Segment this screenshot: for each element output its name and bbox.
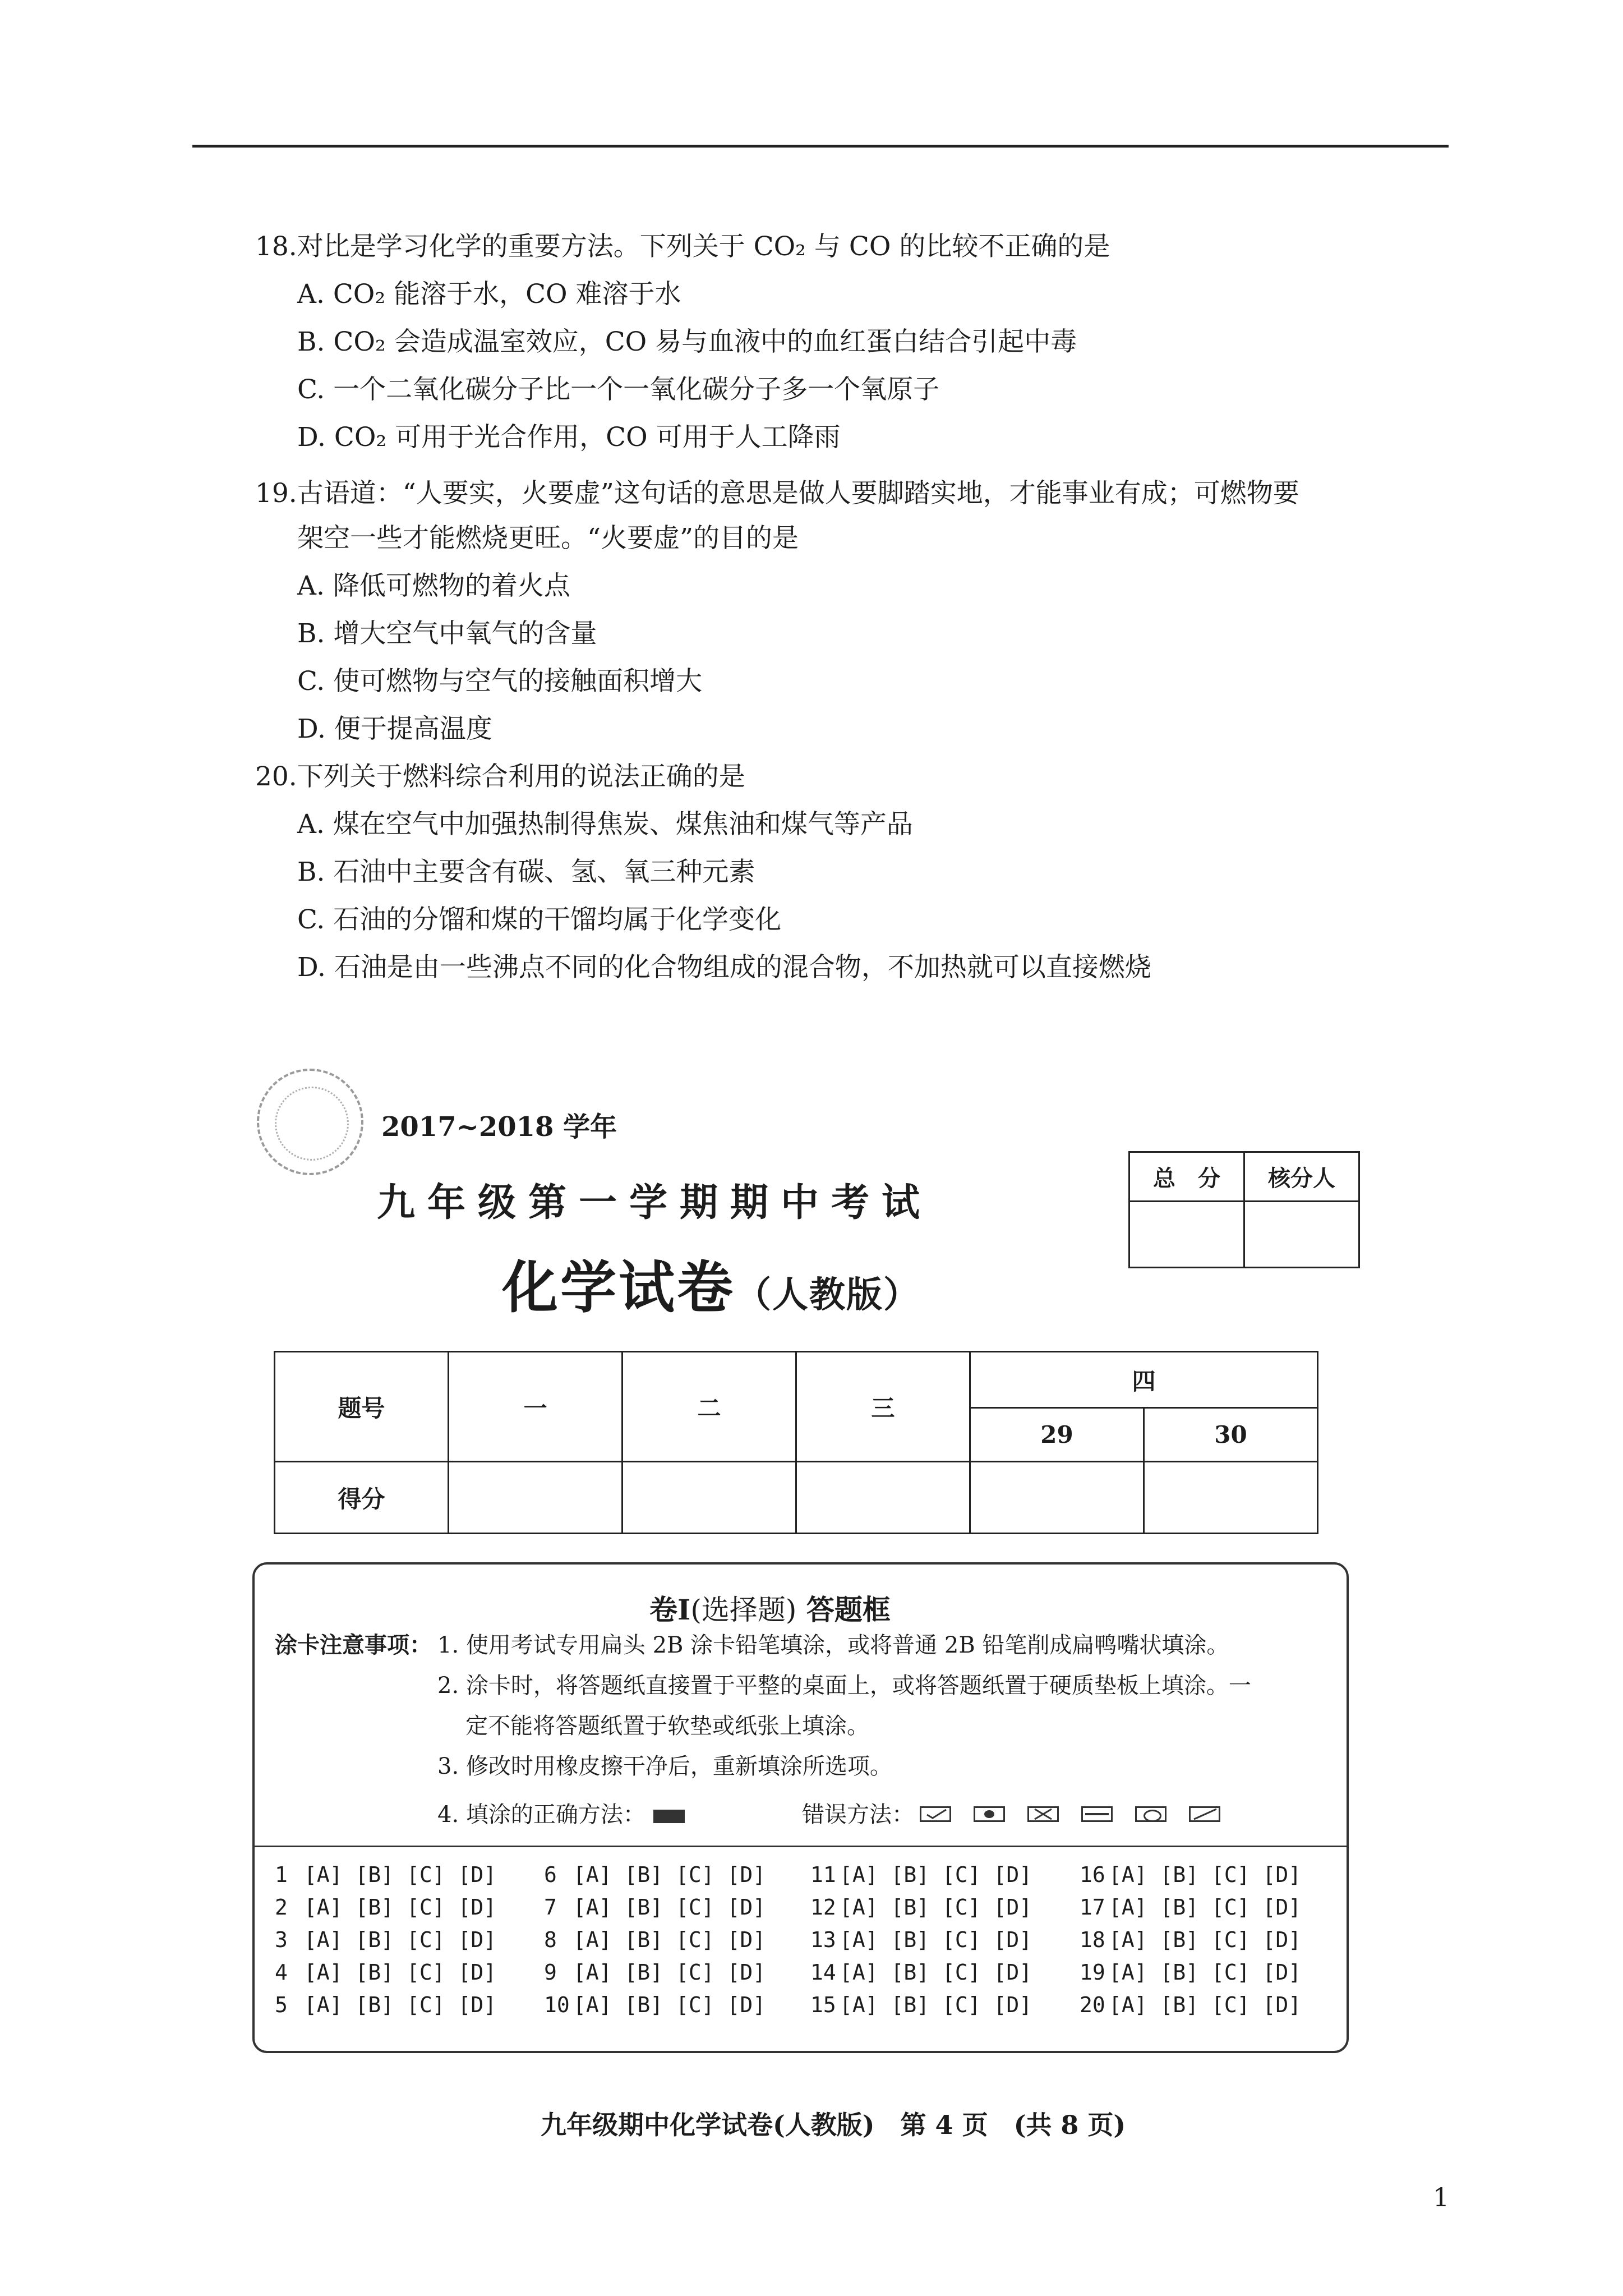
answer-number: 1 xyxy=(275,1862,288,1887)
answer-row xyxy=(1080,1960,1301,1985)
answer-row xyxy=(275,1960,496,1985)
total-score-header: 总 分 xyxy=(1129,1152,1244,1202)
checker-header: 核分人 xyxy=(1244,1152,1359,1202)
correct-method-label: 4. 填涂的正确方法： xyxy=(437,1802,645,1828)
question-20-option-a: A. 煤在空气中加强热制得焦炭、煤焦油和煤气等产品 xyxy=(297,809,913,840)
school-seal xyxy=(257,1069,363,1175)
answer-box-title-tail: 答题框 xyxy=(806,1593,891,1626)
answer-number: 4 xyxy=(275,1960,288,1985)
answer-choices[interactable]: [A] [B] [C] [D] xyxy=(304,1960,497,1985)
subject-name: 化学试卷 xyxy=(502,1254,735,1320)
answer-row xyxy=(275,1895,496,1920)
answer-number: 7 xyxy=(544,1895,557,1920)
question-20-option-b: B. 石油中主要含有碳、氢、氧三种元素 xyxy=(297,857,755,887)
answer-choices[interactable]: [A] [B] [C] [D] xyxy=(840,1895,1032,1920)
question-19-option-b: B. 增大空气中氧气的含量 xyxy=(297,618,597,649)
answer-number: 10 xyxy=(544,1993,570,2017)
page-number: 1 xyxy=(1433,2182,1450,2212)
answer-row xyxy=(544,1960,766,1985)
answer-row xyxy=(544,1927,766,1952)
section-2-header: 二 xyxy=(623,1352,796,1462)
answer-number: 11 xyxy=(810,1862,836,1887)
answer-number: 14 xyxy=(810,1960,836,1985)
total-score-cell[interactable] xyxy=(1129,1202,1244,1268)
answer-number: 13 xyxy=(810,1927,836,1952)
answer-row xyxy=(810,1895,1032,1920)
answer-number: 16 xyxy=(1080,1862,1105,1887)
answer-number: 6 xyxy=(544,1862,557,1887)
top-rule xyxy=(192,145,1449,148)
answer-row xyxy=(810,1862,1032,1887)
answer-number: 2 xyxy=(275,1895,288,1920)
answer-choices[interactable]: [A] [B] [C] [D] xyxy=(573,1960,766,1985)
wrong-method-label: 错误方法： xyxy=(802,1802,914,1828)
question-20-stem: 20.下列关于燃料综合利用的说法正确的是 xyxy=(255,761,745,792)
answer-choices[interactable]: [A] [B] [C] [D] xyxy=(304,1895,497,1920)
question-19-stem-line-2: 架空一些才能燃烧更旺。“火要虚”的目的是 xyxy=(297,523,799,554)
section-3-score[interactable] xyxy=(796,1462,970,1534)
correct-fill-mark-icon xyxy=(653,1810,685,1823)
question-19-option-c: C. 使可燃物与空气的接触面积增大 xyxy=(297,666,703,697)
answer-choices[interactable]: [A] [B] [C] [D] xyxy=(573,1895,766,1920)
answer-row xyxy=(810,1993,1032,2017)
page-footer: 九年级期中化学试卷(人教版) 第 4 页 (共 8 页) xyxy=(541,2110,1126,2140)
answer-number: 19 xyxy=(1080,1960,1105,1985)
answer-row xyxy=(810,1927,1032,1952)
answer-box-title-main: 卷Ⅰ xyxy=(649,1593,691,1626)
wrong-slash-mark-icon xyxy=(1189,1806,1220,1822)
section-4-header: 四 xyxy=(970,1352,1318,1408)
question-19-option-d: D. 便于提高温度 xyxy=(297,714,492,744)
answer-number: 17 xyxy=(1080,1895,1105,1920)
answer-row xyxy=(810,1960,1032,1985)
answer-box-divider xyxy=(253,1846,1348,1847)
question-number-label: 题号 xyxy=(275,1352,449,1462)
note-2: 2. 涂卡时，将答题纸直接置于平整的桌面上，或将答题纸置于硬质垫板上填涂。一 xyxy=(437,1673,1251,1699)
subject-edition: （人教版） xyxy=(735,1274,920,1316)
note-2-continued: 定不能将答题纸置于软垫或纸张上填涂。 xyxy=(465,1713,869,1739)
wrong-check-mark-icon xyxy=(920,1806,951,1822)
answer-number: 18 xyxy=(1080,1927,1105,1952)
answer-number: 5 xyxy=(275,1993,288,2017)
question-19-stem-line-1: 19.古语道：“人要实，火要虚”这句话的意思是做人要脚踏实地，才能事业有成；可燃物要 xyxy=(255,478,1299,509)
answer-number: 12 xyxy=(810,1895,836,1920)
wrong-cross-mark-icon xyxy=(1027,1806,1059,1822)
question-29-score[interactable] xyxy=(970,1462,1144,1534)
wrong-line-mark-icon xyxy=(1081,1806,1113,1822)
answer-box-title-paren: (选择题) xyxy=(690,1594,797,1626)
answer-choices[interactable]: [A] [B] [C] [D] xyxy=(840,1927,1032,1952)
answer-choices[interactable]: [A] [B] [C] [D] xyxy=(1109,1927,1302,1952)
answer-row xyxy=(1080,1993,1301,2017)
section-1-score[interactable] xyxy=(449,1462,623,1534)
answer-row xyxy=(275,1927,496,1952)
answer-row xyxy=(275,1862,496,1887)
answer-number: 20 xyxy=(1080,1993,1105,2017)
score-label: 得分 xyxy=(275,1462,449,1534)
section-3-header: 三 xyxy=(796,1352,970,1462)
answer-row xyxy=(1080,1862,1301,1887)
answer-choices[interactable]: [A] [B] [C] [D] xyxy=(840,1993,1032,2017)
question-20-option-d: D. 石油是由一些沸点不同的化合物组成的混合物，不加热就可以直接燃烧 xyxy=(297,952,1151,983)
answer-choices[interactable]: [A] [B] [C] [D] xyxy=(1109,1993,1302,2017)
answer-number: 3 xyxy=(275,1927,288,1952)
answer-choices[interactable]: [A] [B] [C] [D] xyxy=(840,1960,1032,1985)
answer-choices[interactable]: [A] [B] [C] [D] xyxy=(304,1993,497,2017)
wrong-dot-mark-icon xyxy=(974,1806,1005,1822)
question-18-option-b: B. CO₂ 会造成温室效应，CO 易与血液中的血红蛋白结合引起中毒 xyxy=(297,326,1077,357)
answer-choices[interactable]: [A] [B] [C] [D] xyxy=(840,1862,1032,1887)
question-30-score[interactable] xyxy=(1144,1462,1318,1534)
answer-choices[interactable]: [A] [B] [C] [D] xyxy=(573,1927,766,1952)
score-table xyxy=(274,1351,1318,1534)
school-year: 2017~2018 学年 xyxy=(381,1111,617,1143)
question-18-option-d: D. CO₂ 可用于光合作用，CO 可用于人工降雨 xyxy=(297,422,841,453)
answer-choices[interactable]: [A] [B] [C] [D] xyxy=(573,1862,766,1887)
question-18-stem: 18.对比是学习化学的重要方法。下列关于 CO₂ 与 CO 的比较不正确的是 xyxy=(255,231,1110,262)
question-18-option-a: A. CO₂ 能溶于水，CO 难溶于水 xyxy=(297,279,681,310)
answer-row xyxy=(544,1993,766,2017)
section-2-score[interactable] xyxy=(623,1462,796,1534)
answer-row xyxy=(544,1895,766,1920)
note-3: 3. 修改时用橡皮擦干净后，重新填涂所选项。 xyxy=(437,1754,892,1779)
wrong-method-marks xyxy=(920,1806,1220,1822)
answer-row xyxy=(544,1862,766,1887)
note-4 xyxy=(437,1801,685,1829)
notes-heading: 涂卡注意事项： xyxy=(275,1632,432,1658)
wrong-partial-mark-icon xyxy=(1135,1806,1166,1822)
note-1: 1. 使用考试专用扁头 2B 涂卡铅笔填涂，或将普通 2B 铅笔削成扁鸭嘴状填涂。 xyxy=(437,1632,1229,1658)
subject-title xyxy=(502,1243,920,1323)
question-29-header: 29 xyxy=(970,1408,1144,1462)
answer-row xyxy=(1080,1927,1301,1952)
answer-box-title xyxy=(649,1588,891,1628)
answer-number: 8 xyxy=(544,1927,557,1952)
answer-choices[interactable]: [A] [B] [C] [D] xyxy=(1109,1862,1302,1887)
section-1-header: 一 xyxy=(449,1352,623,1462)
answer-row xyxy=(1080,1895,1301,1920)
checker-cell[interactable] xyxy=(1244,1202,1359,1268)
question-19-option-a: A. 降低可燃物的着火点 xyxy=(297,570,570,601)
answer-number: 9 xyxy=(544,1960,557,1985)
answer-choices[interactable]: [A] [B] [C] [D] xyxy=(573,1993,766,2017)
total-score-table xyxy=(1128,1151,1360,1268)
answer-number: 15 xyxy=(810,1993,836,2017)
answer-choices[interactable]: [A] [B] [C] [D] xyxy=(304,1927,497,1952)
answer-choices[interactable]: [A] [B] [C] [D] xyxy=(304,1862,497,1887)
question-30-header: 30 xyxy=(1144,1408,1318,1462)
answer-choices[interactable]: [A] [B] [C] [D] xyxy=(1109,1895,1302,1920)
answer-row xyxy=(275,1993,496,2017)
question-18-option-c: C. 一个二氧化碳分子比一个一氧化碳分子多一个氧原子 xyxy=(297,374,940,405)
exam-title: 九年级第一学期期中考试 xyxy=(377,1180,933,1225)
answer-choices[interactable]: [A] [B] [C] [D] xyxy=(1109,1960,1302,1985)
question-20-option-c: C. 石油的分馏和煤的干馏均属于化学变化 xyxy=(297,904,782,935)
